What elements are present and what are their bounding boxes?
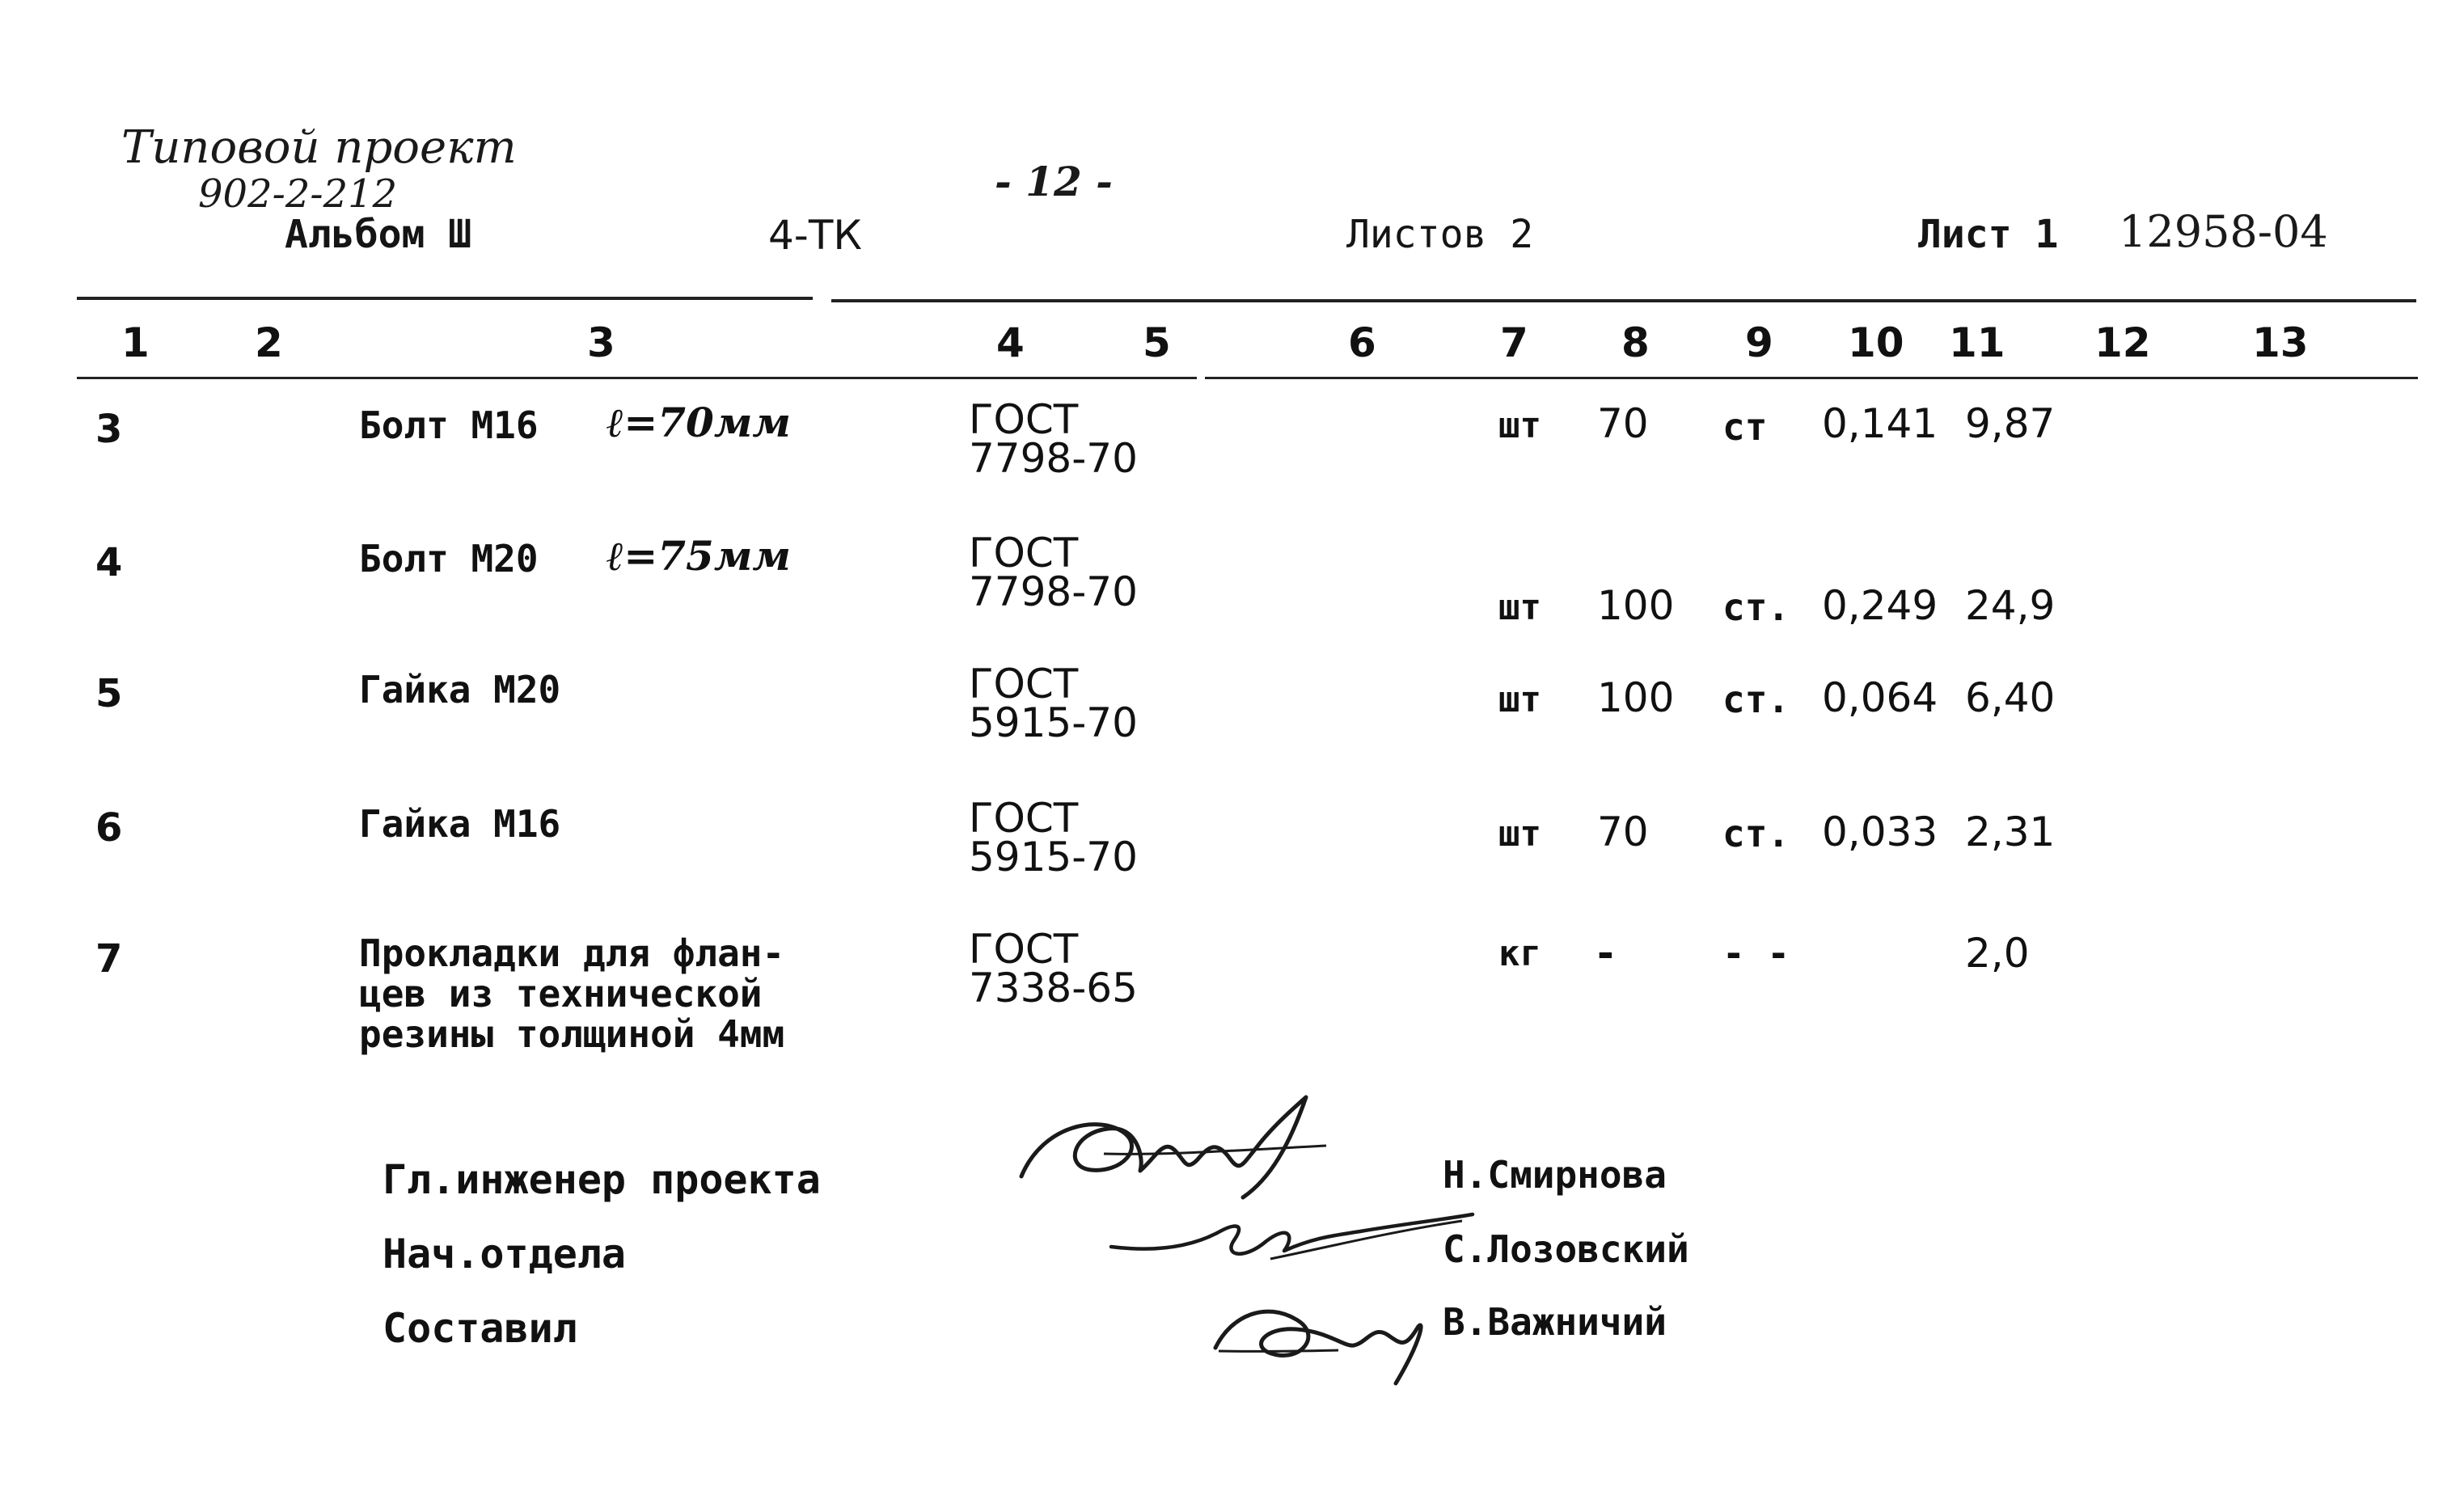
row-quantity: 70 [1597, 809, 1649, 855]
page-number-mark: - 12 - [995, 158, 1113, 205]
column-number-8: 8 [1621, 319, 1650, 366]
row-standard: ГОСТ 5915-70 [969, 661, 1138, 746]
column-number-1: 1 [121, 319, 150, 366]
project-title-handwritten: Типовой проект [121, 121, 517, 174]
row-position: 6 [95, 805, 123, 851]
row-quantity: - [1597, 930, 1614, 977]
row-quantity: 100 [1597, 674, 1675, 721]
sheet-number: Лист 1 [1918, 212, 2059, 257]
row-material: ст. [1722, 678, 1790, 721]
column-number-5: 5 [1143, 319, 1171, 366]
row-total-mass: 2,31 [1965, 809, 2056, 855]
row-unit: шт [1498, 405, 1541, 446]
drawing-mark: 4-ТК [768, 212, 862, 259]
column-number-3: 3 [587, 319, 615, 366]
row-unit: кг [1498, 933, 1541, 974]
row-total-mass: 9,87 [1965, 400, 2056, 447]
row-position: 4 [95, 540, 123, 585]
row-unit-mass: 0,064 [1822, 674, 1938, 721]
header-rule-right [831, 299, 2416, 302]
row-standard: ГОСТ 7798-70 [969, 396, 1138, 482]
row-position: 7 [95, 936, 123, 982]
row-quantity: 70 [1597, 400, 1649, 447]
column-rule-left [77, 377, 1197, 379]
row-name: Прокладки для флан- цев из технической резины толщиной 4мм [359, 931, 785, 1056]
row-standard: ГОСТ 5915-70 [969, 795, 1138, 880]
signature-role-chief-engineer: Гл.инженер проекта [382, 1156, 821, 1203]
doc-number-handwritten: 12958-04 [2119, 206, 2328, 257]
row-name: Гайка М20 [359, 668, 561, 711]
row-position: 5 [95, 671, 123, 716]
table-row [0, 926, 2464, 1083]
row-total-mass: 2,0 [1965, 930, 2030, 977]
project-number-handwritten: 902-2-212 [198, 171, 398, 217]
row-material: ст. [1722, 812, 1790, 855]
row-position: 3 [95, 407, 123, 452]
column-number-2: 2 [255, 319, 283, 366]
table-row [0, 795, 2464, 920]
column-number-10: 10 [1848, 319, 1904, 366]
signature-name-department-head: С.Лозовский [1443, 1227, 1689, 1271]
table-row [0, 661, 2464, 786]
row-name-handwritten: ℓ=75мм [606, 532, 791, 580]
column-number-12: 12 [2094, 319, 2151, 366]
row-unit-mass: 0,141 [1822, 400, 1938, 447]
header-rule-left [77, 297, 813, 300]
row-total-mass: 24,9 [1965, 582, 2056, 629]
row-unit-mass: 0,249 [1822, 582, 1938, 629]
column-rule-right [1205, 377, 2418, 379]
signature-scrawl-chief-engineer [1007, 1087, 1355, 1209]
row-material: ст. [1722, 585, 1790, 629]
table-row [0, 396, 2464, 521]
column-number-7: 7 [1500, 319, 1528, 366]
row-name-handwritten: ℓ=70мм [606, 399, 791, 446]
sheets-total: Листов 2 [1346, 212, 1534, 257]
row-standard: ГОСТ 7798-70 [969, 530, 1138, 615]
row-name: Гайка М16 [359, 802, 561, 846]
row-standard: ГОСТ 7338-65 [969, 926, 1138, 1011]
row-name: Болт М20 [359, 537, 539, 581]
row-unit: шт [1498, 679, 1541, 720]
row-unit: шт [1498, 587, 1541, 628]
column-number-13: 13 [2252, 319, 2309, 366]
row-unit: шт [1498, 813, 1541, 855]
signature-scrawl-department-head [1108, 1202, 1480, 1283]
column-number-11: 11 [1949, 319, 2005, 366]
column-number-9: 9 [1745, 319, 1773, 366]
row-name: Болт М16 [359, 403, 539, 447]
row-total-mass: 6,40 [1965, 674, 2056, 721]
row-quantity: 100 [1597, 582, 1675, 629]
table-row [0, 530, 2464, 655]
signature-role-author: Составил [382, 1305, 577, 1352]
column-number-6: 6 [1348, 319, 1376, 366]
row-material: - - [1722, 931, 1790, 975]
album-label: Альбом Ш [285, 212, 472, 257]
signature-name-chief-engineer: Н.Смирнова [1443, 1153, 1667, 1197]
signature-name-author: В.Важничий [1443, 1300, 1667, 1344]
row-material: ст [1722, 405, 1768, 449]
row-unit-mass: 0,033 [1822, 809, 1938, 855]
signature-role-department-head: Нач.отдела [382, 1231, 627, 1277]
signature-scrawl-author [1201, 1286, 1443, 1391]
column-number-4: 4 [996, 319, 1025, 366]
